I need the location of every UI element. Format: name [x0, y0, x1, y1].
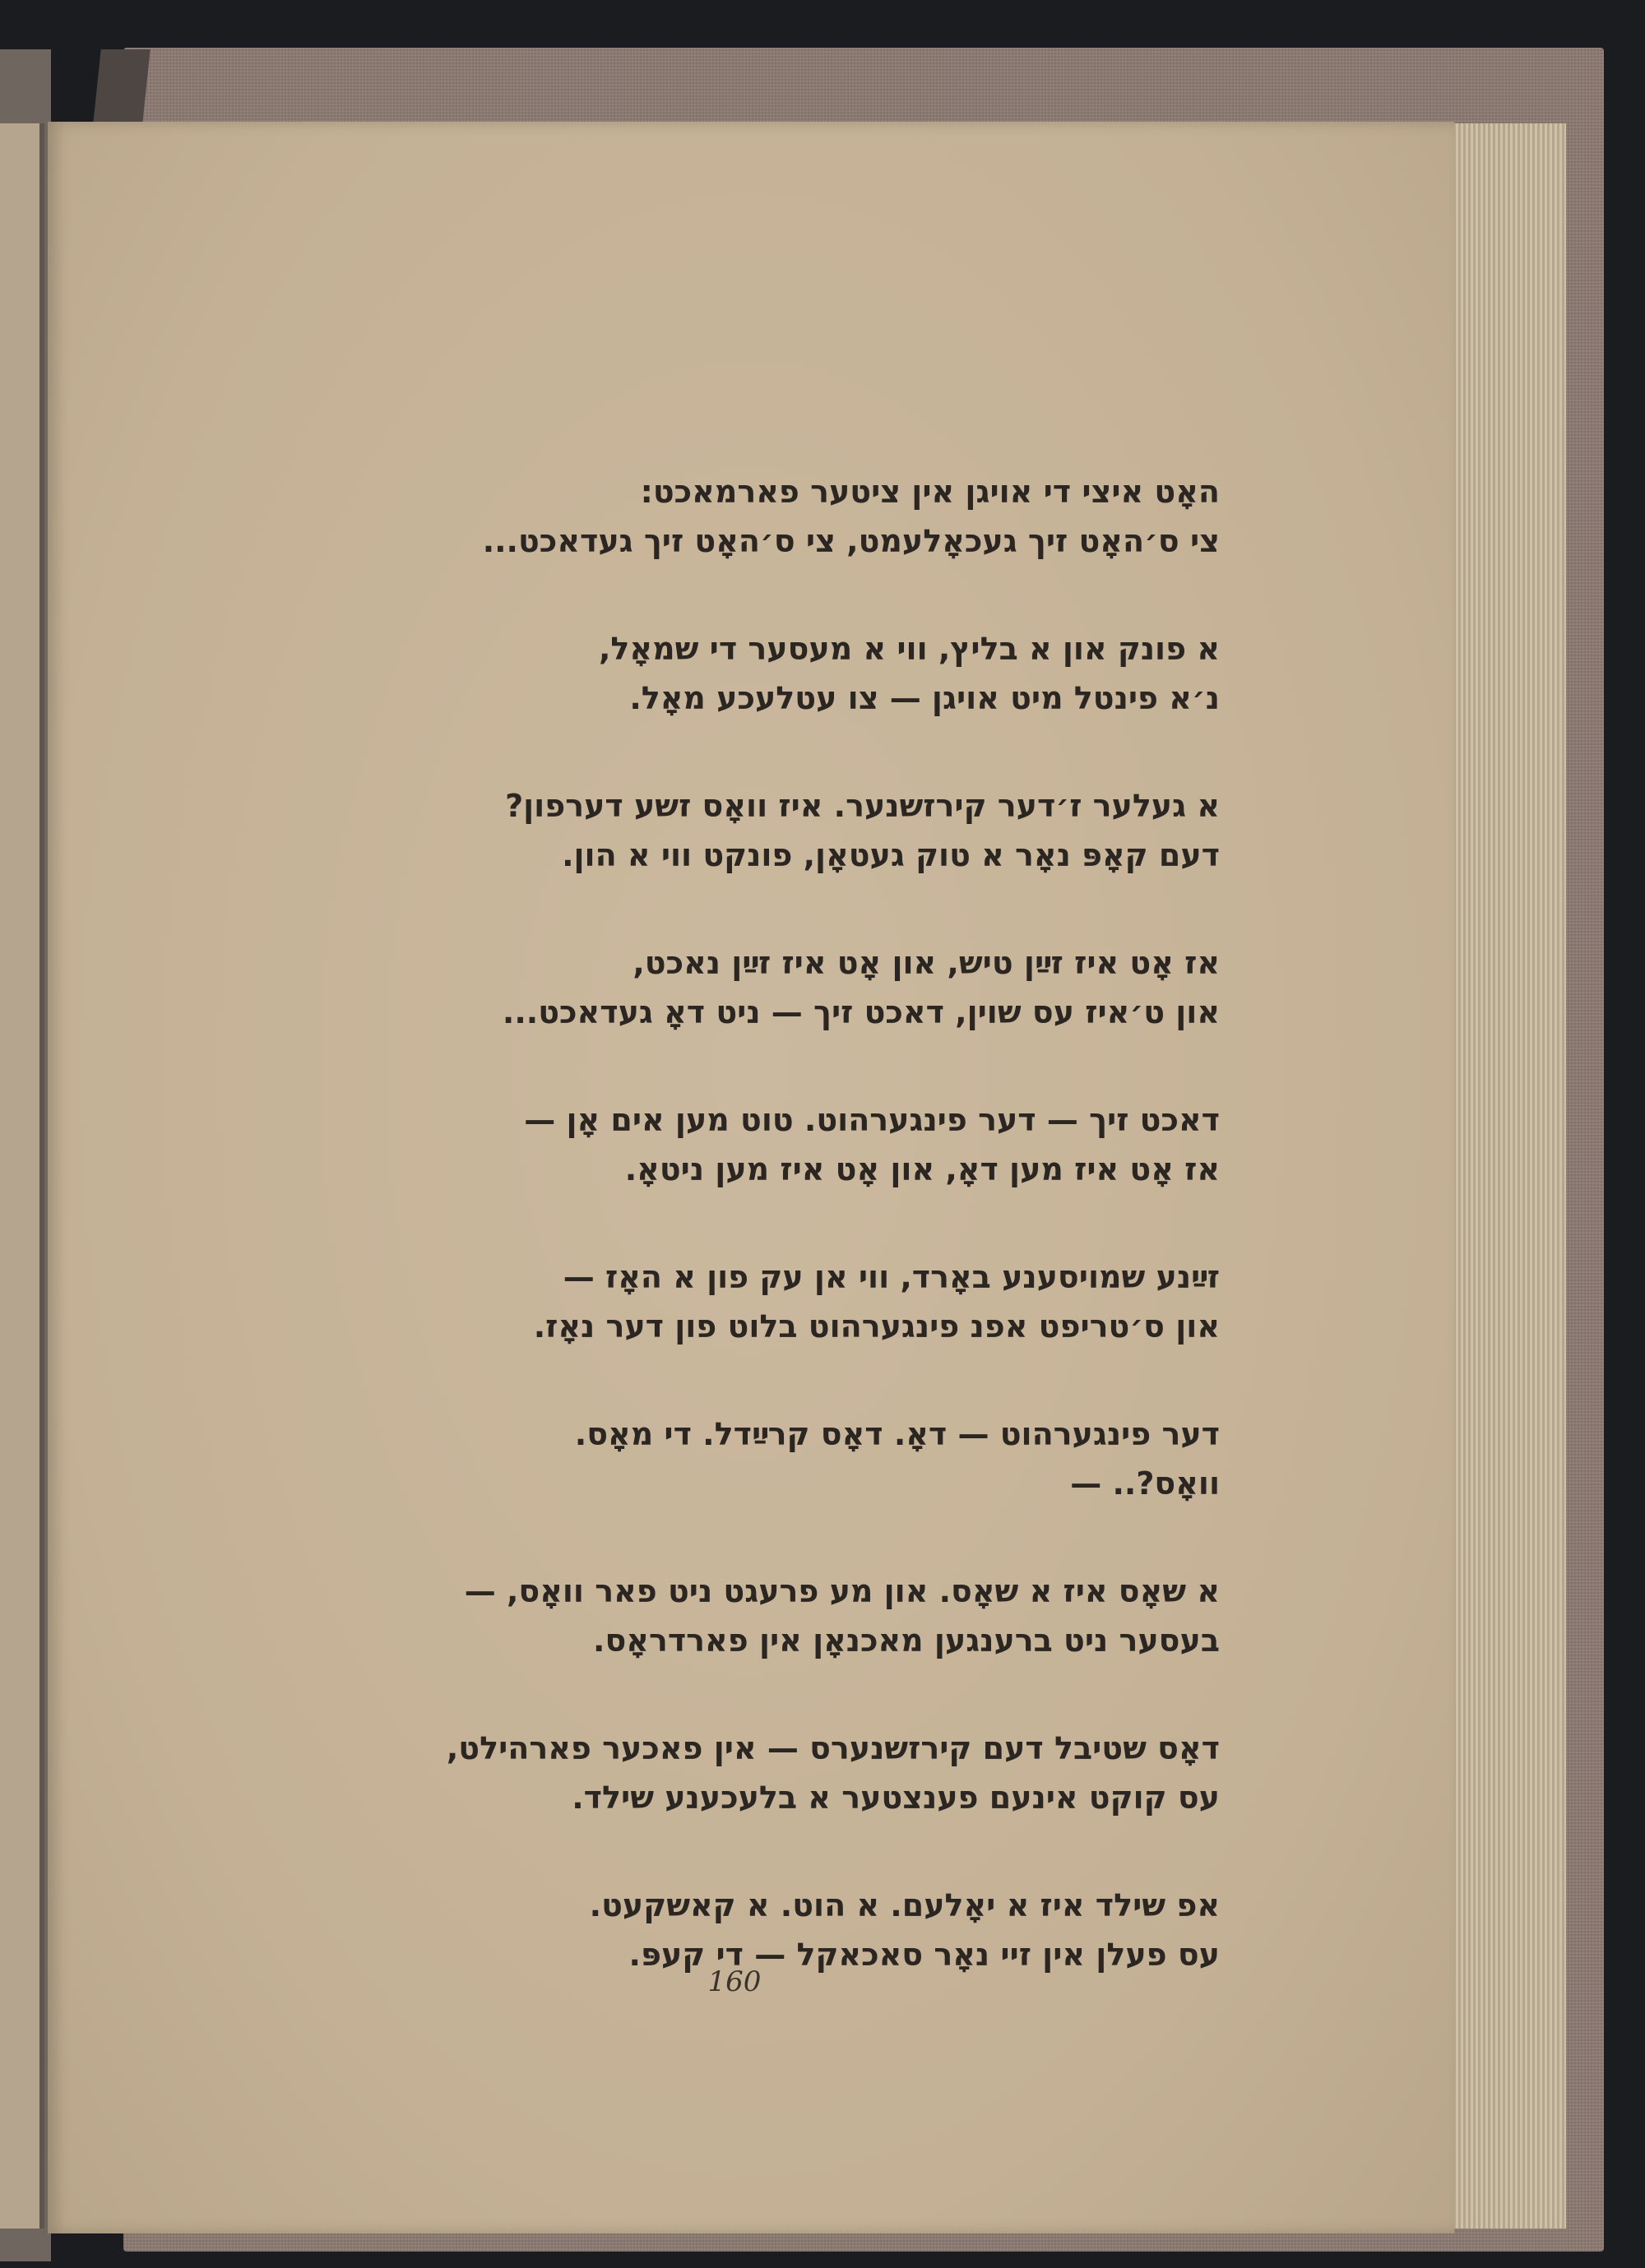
verse-line: א פונק און א בליץ, ווי א מעסער די שמאָל,: [599, 631, 1220, 667]
stanza: [262, 938, 1220, 1037]
bookmark-ribbon: [93, 49, 150, 123]
verse-line: עס פעלן אין זיי נאָר סאכאקל — די קעפּ.: [628, 1937, 1220, 1973]
verse-line: האָט איצי די אויגן אין ציטער פארמאכט:: [640, 474, 1220, 510]
verse-line: דעם קאָפּ נאָר א טוק געטאָן, פונקט ווי א הון.: [562, 837, 1220, 873]
verse-line: און ס׳טריפט אפנ פינגערהוט בלוט פון דער נאָז.: [533, 1308, 1220, 1345]
verse-line: א געלער ז׳דער קירזשנער. איז וואָס זשע דערפון?: [505, 788, 1220, 824]
verse-line: בעסער ניט ברענגען מאכנאָן אין פארדראָס.: [593, 1622, 1220, 1659]
stanza: [262, 1095, 1220, 1194]
verse-line: עס קוקט אינעם פענצטער א בלעכענע שילד.: [572, 1780, 1220, 1816]
stanza: [262, 1252, 1220, 1351]
poem-text: [262, 467, 1220, 2038]
verse-line: דאָס שטיבל דעם קירזשנערס — אין פאכער פארהילט,: [446, 1730, 1220, 1766]
verse-line: א שאָס איז א שאָס. און מע פרעגט ניט פאר וואָס, —: [464, 1573, 1220, 1609]
verse-line: אז אָט איז זײַן טיש, און אָט איז זײַן נאכט,: [633, 945, 1220, 981]
stanza: [262, 1409, 1220, 1508]
verse-line: דער פינגערהוט — דאָ. דאָס קרײַדל. די מאָס.: [574, 1416, 1220, 1452]
page-number: 160: [707, 1965, 762, 1998]
stanza: [262, 624, 1220, 723]
verse-line: וואָס?.. —: [1070, 1465, 1220, 1502]
verse-line: צי ס׳האָט זיך געכאָלעמט, צי ס׳האָט זיך געדאכט...: [482, 523, 1220, 559]
stanza: [262, 781, 1220, 880]
stanza: [262, 467, 1220, 566]
verse-line: נ׳א פינטל מיט אויגן — צו עטלעכע מאָל.: [629, 680, 1220, 716]
stanza: [262, 1881, 1220, 1979]
verse-line: און ט׳איז עס שוין, דאכט זיך — ניט דאָ געדאכט...: [502, 994, 1220, 1030]
verse-line: אז אָט איז מען דאָ, און אָט איז מען ניטאָ.: [624, 1151, 1220, 1187]
stanza: [262, 1567, 1220, 1665]
verse-line: זײַנע שמויסענע באָרד, ווי אן עק פון א האָז —: [563, 1259, 1220, 1295]
book-page: [48, 122, 1454, 2233]
stanza: [262, 1724, 1220, 1822]
page-edges: [1448, 123, 1566, 2229]
verse-line: דאכט זיך — דער פינגערהוט. טוט מען אים אָן —: [524, 1102, 1220, 1138]
previous-page-edge: [0, 123, 44, 2229]
verse-line: אפ שילד איז א יאָלעם. א הוט. א קאשקעט.: [589, 1887, 1220, 1923]
